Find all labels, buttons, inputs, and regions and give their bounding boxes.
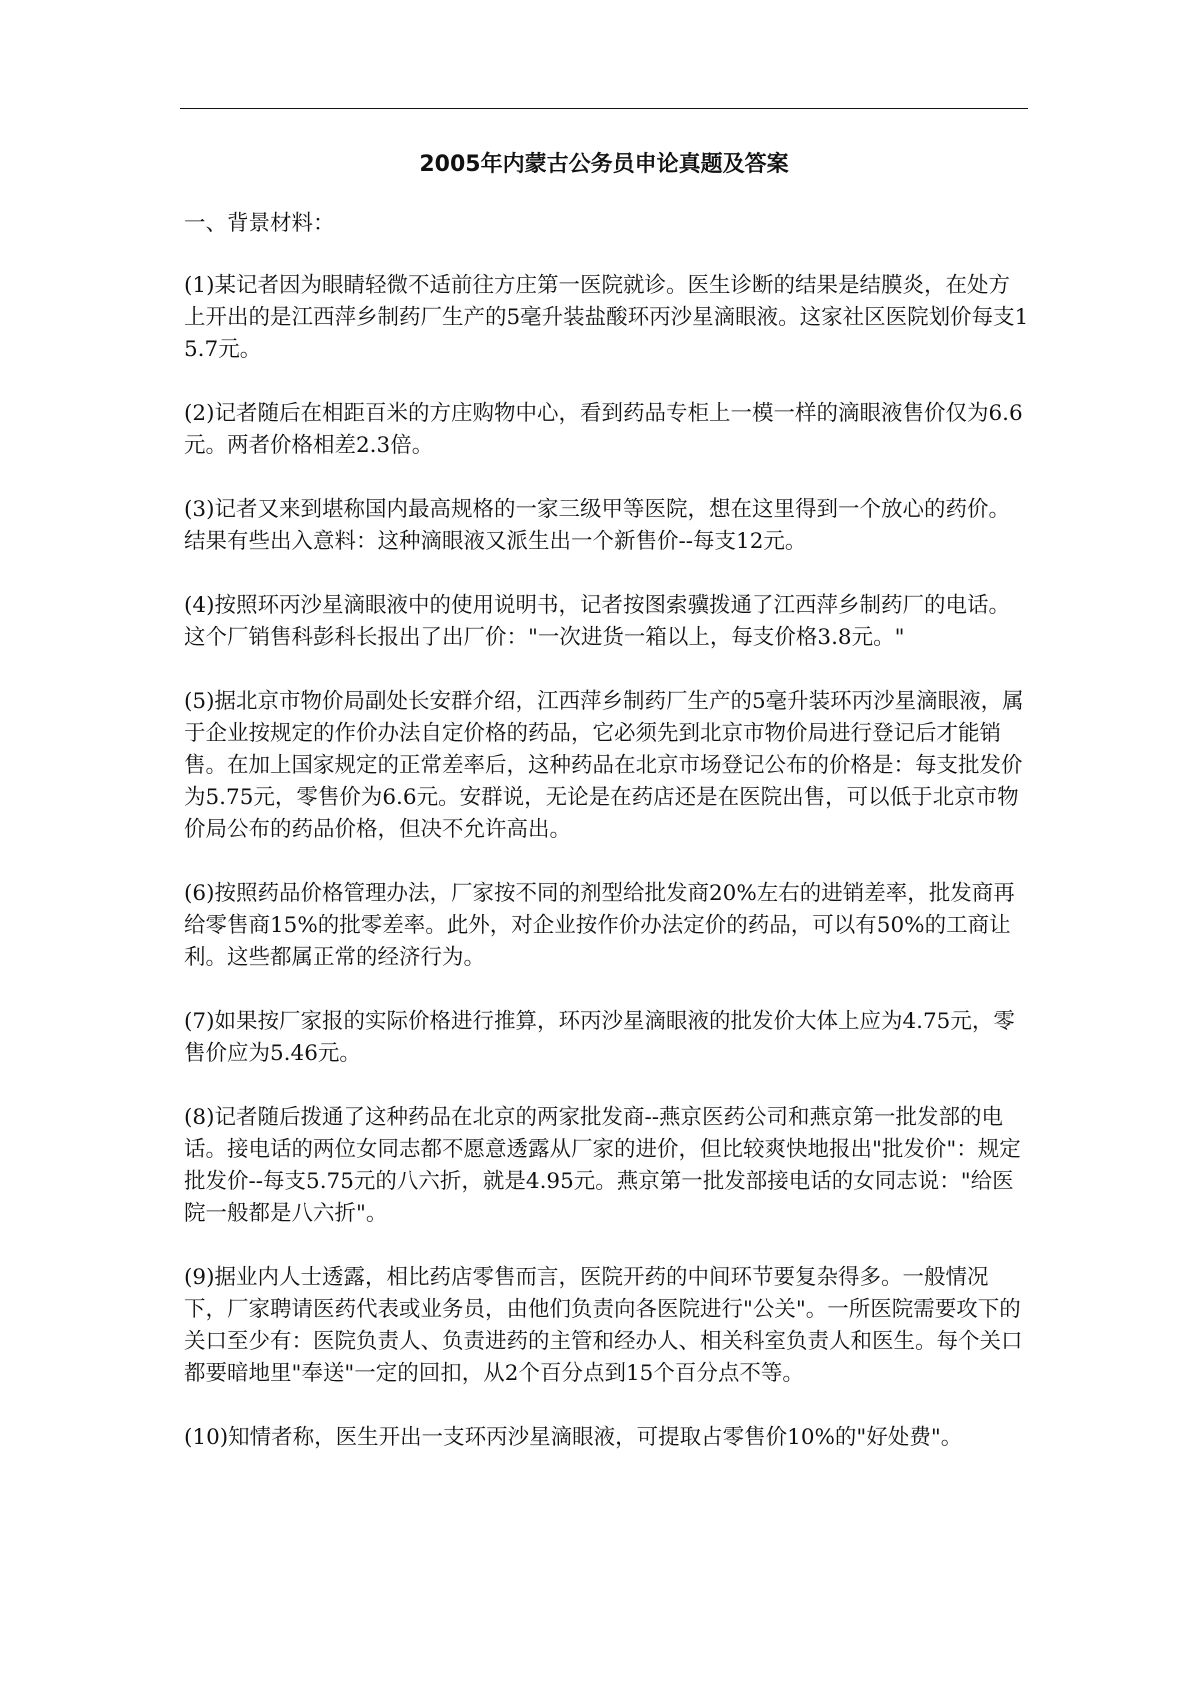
paragraph-7: (7)如果按厂家报的实际价格进行推算，环丙沙星滴眼液的批发价大体上应为4.75元，零售价应为5.46元。 [184, 1009, 1015, 1066]
document-title: 2005年内蒙古公务员申论真题及答案 [419, 152, 789, 177]
paragraph-6: (6)按照药品价格管理办法，厂家按不同的剂型给批发商20%左右的进销差率，批发商再给零售商15%的批零差率。此外，对企业按作价办法定价的药品，可以有50%的工商让利。这些都属正常的经济行为。 [184, 881, 1015, 970]
paragraph-5: (5)据北京市物价局副处长安群介绍，江西萍乡制药厂生产的5毫升装环丙沙星滴眼液，属于企业按规定的作价办法自定价格的药品，它必须先到北京市物价局进行登记后才能销售。在加上国家规定的正常差率后，这种药品在北京市场登记公布的价格是：每支批发价为5.75元，零售价为6.6元。安群说，无论是在药店还是在医院出售，可以低于北京市物价局公布的药品价格，但决不允许高出。 [184, 689, 1024, 842]
document-body [184, 208, 1030, 1486]
section-heading: 一、背景材料： [184, 211, 335, 236]
paragraph-4: (4)按照环丙沙星滴眼液中的使用说明书，记者按图索骥拨通了江西萍乡制药厂的电话。这个厂销售科彭科长报出了出厂价："一次进货一箱以上，每支价格3.8元。" [184, 593, 1010, 650]
paragraph-9: (9)据业内人士透露，相比药店零售而言，医院开药的中间环节要复杂得多。一般情况下，厂家聘请医药代表或业务员，由他们负责向各医院进行"公关"。一所医院需要攻下的关口至少有：医院负责人、负责进药的主管和经办人、相关科室负责人和医生。每个关口都要暗地里"奉送"一定的回扣，从2个百分点到15个百分点不等。 [184, 1265, 1023, 1386]
paragraph-1: (1)某记者因为眼睛轻微不适前往方庄第一医院就诊。医生诊断的结果是结膜炎，在处方上开出的是江西萍乡制药厂生产的5毫升装盐酸环丙沙星滴眼液。这家社区医院划价每支15.7元。 [184, 273, 1029, 362]
paragraph-2: (2)记者随后在相距百米的方庄购物中心，看到药品专柜上一模一样的滴眼液售价仅为6.6元。两者价格相差2.3倍。 [184, 401, 1023, 458]
paragraph-3: (3)记者又来到堪称国内最高规格的一家三级甲等医院，想在这里得到一个放心的药价。结果有些出入意料：这种滴眼液又派生出一个新售价--每支12元。 [184, 497, 1010, 554]
paragraph-8: (8)记者随后拨通了这种药品在北京的两家批发商--燕京医药公司和燕京第一批发部的电话。接电话的两位女同志都不愿意透露从厂家的进价，但比较爽快地报出"批发价"：规定批发价--每支5.75元的八六折，就是4.95元。燕京第一批发部接电话的女同志说："给医院一般都是八六折"。 [184, 1105, 1021, 1226]
paragraph-10: (10)知情者称，医生开出一支环丙沙星滴眼液，可提取占零售价10%的"好处费"。 [184, 1425, 963, 1450]
header-rule [180, 108, 1028, 109]
